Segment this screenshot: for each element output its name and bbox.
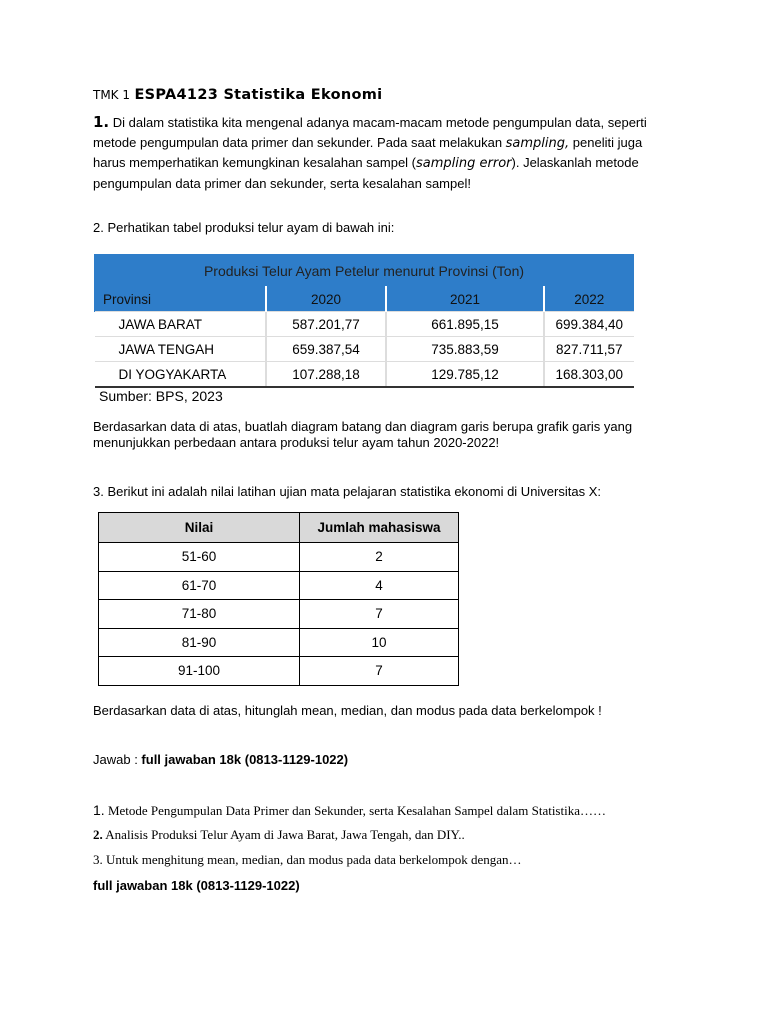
answer-item-1-text: Metode Pengumpulan Data Primer dan Sekunder, serta Kesalahan Sampel dalam Statistika…… [104,803,606,818]
table-row [99,600,459,629]
column-header-2022: 2022 [544,287,634,312]
grades-table [98,512,459,686]
value-cell: 107.288,18 [266,362,386,388]
sampling-term: sampling, [505,135,570,151]
count-cell: 10 [300,628,459,657]
table-row [99,543,459,572]
answer-item-2 [93,827,465,843]
column-header-2020: 2020 [266,287,386,312]
count-cell: 7 [300,657,459,686]
question-1-number: 1. [93,113,110,131]
table-row [95,362,634,388]
table-header-row [99,513,459,543]
column-header-nilai: Nilai [99,513,300,543]
question-1-text-b: peneliti juga harus memperhatikan kemungkinan kesalahan sampel ( [93,134,643,170]
tmk-label: TMK 1 [93,88,131,102]
province-cell: DI YOGYAKARTA [95,362,267,388]
value-cell: 659.387,54 [266,337,386,362]
question-2-instruction: Berdasarkan data di atas, buatlah diagram batang dan diagram garis berupa grafik garis yang menunjukkan perbedaan antara produksi telur ayam tahun 2020-2022! [93,419,633,450]
province-cell: JAWA BARAT [95,312,267,337]
province-cell: JAWA TENGAH [95,337,267,362]
value-cell: 699.384,40 [544,312,634,337]
table-source: Sumber: BPS, 2023 [99,388,223,404]
range-cell: 61-70 [99,571,300,600]
table-row [99,628,459,657]
table-row [99,657,459,686]
document-title [93,86,382,104]
sampling-error-term: sampling error [416,156,512,171]
answer-line [93,752,348,767]
range-cell: 51-60 [99,543,300,572]
answer-item-2-text: Analisis Produksi Telur Ayam di Jawa Barat, Jawa Tengah, dan DIY.. [102,827,465,842]
value-cell: 661.895,15 [386,312,544,337]
answer-footer: full jawaban 18k (0813-1129-1022) [93,878,300,893]
range-cell: 81-90 [99,628,300,657]
question-2-intro: 2. Perhatikan tabel produksi telur ayam di bawah ini: [93,220,395,235]
range-cell: 71-80 [99,600,300,629]
answer-item-3: 3. Untuk menghitung mean, median, dan modus pada data berkelompok dengan… [93,852,522,867]
egg-production-table [94,254,634,388]
value-cell: 827.711,57 [544,337,634,362]
course-title: ESPA4123 Statistika Ekonomi [134,87,383,103]
count-cell: 2 [300,543,459,572]
range-cell: 91-100 [99,657,300,686]
answer-item-1-number: 1. [93,802,105,818]
question-3-intro: 3. Berikut ini adalah nilai latihan ujian mata pelajaran statistika ekonomi di Universitas X: [93,484,601,499]
column-header-jumlah: Jumlah mahasiswa [300,513,459,543]
value-cell: 129.785,12 [386,362,544,388]
table-row [95,337,634,362]
question-3-instruction: Berdasarkan data di atas, hitunglah mean, median, dan modus pada data berkelompok ! [93,703,602,718]
count-cell: 7 [300,600,459,629]
value-cell: 168.303,00 [544,362,634,388]
table-row [99,571,459,600]
answer-item-2-number: 2. [93,827,103,842]
table-header-row [95,287,634,312]
value-cell: 735.883,59 [386,337,544,362]
count-cell: 4 [300,571,459,600]
column-header-provinsi: Provinsi [95,287,267,312]
answer-contact: full jawaban 18k (0813-1129-1022) [141,752,349,767]
table-caption: Produksi Telur Ayam Petelur menurut Provinsi (Ton) [95,255,634,287]
answer-item-1 [93,802,606,819]
question-1-text-a: Di dalam statistika kita mengenal adanya macam-macam metode pengumpulan data, seperti metode pengumpulan data primer dan sekunder. Pada saat melakukan [93,115,647,150]
value-cell: 587.201,77 [266,312,386,337]
question-1-text-c: ). Jelaskanlah metode pengumpulan data primer dan sekunder, serta kesalahan sampel! [93,155,639,191]
column-header-2021: 2021 [386,287,544,312]
question-1 [93,113,653,193]
table-row [95,312,634,337]
answer-label: Jawab : [93,752,142,767]
